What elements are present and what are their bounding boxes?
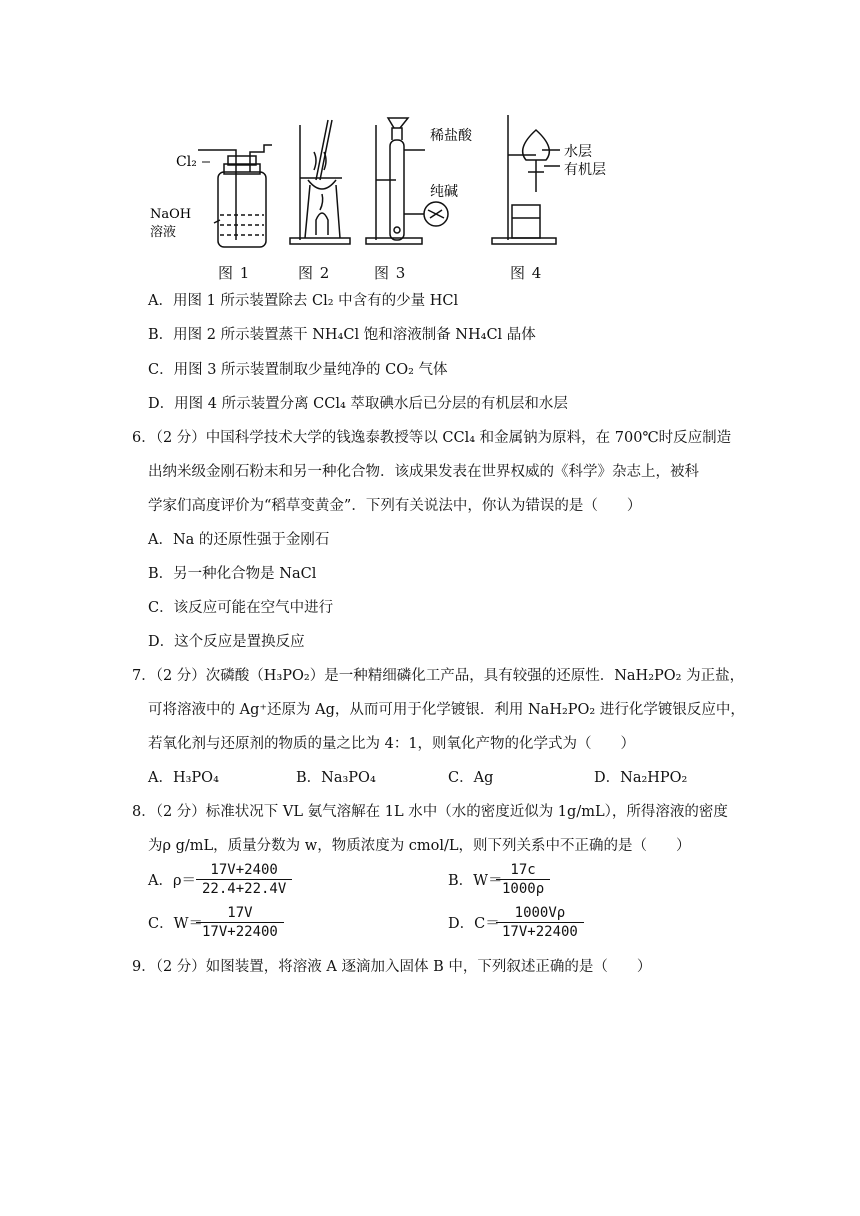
naoh-label: NaOH	[150, 207, 192, 222]
q5-option-b: B．用图 2 所示装置蒸干 NH₄Cl 饱和溶液制备 NH₄Cl 晶体	[148, 327, 536, 343]
q7-stem-line2: 可将溶液中的 Ag⁺还原为 Ag，从而可用于化学镀银．利用 NaH₂PO₂ 进行化学镀银反应中，	[148, 702, 745, 718]
q7-stem-line1: 7．（2 分）次磷酸（H₃PO₂）是一种精细磷化工产品，具有较强的还原性．NaH₂PO₂ 为正盐，	[132, 668, 745, 684]
q5-option-a: A．用图 1 所示装置除去 Cl₂ 中含有的少量 HCl	[148, 293, 459, 309]
q6-option-c: C．该反应可能在空气中进行	[148, 600, 334, 616]
q5-option-c: C．用图 3 所示装置制取少量纯净的 CO₂ 气体	[148, 362, 448, 378]
q8-option-b-label: B．W＝	[448, 873, 503, 889]
q7-option-c: C．Ag	[448, 770, 494, 786]
q8-option-a-denominator: 22.4+22.4V	[202, 881, 287, 897]
fig2-evaporation	[290, 120, 350, 244]
fig4-caption: 图 4	[510, 264, 543, 282]
organic-layer-label: 有机层	[564, 162, 606, 178]
q7-option-b: B．Na₃PO₄	[296, 770, 376, 786]
apparatus-figures	[140, 110, 640, 285]
water-layer-label: 水层	[564, 144, 592, 160]
dilute-hcl-label: 稀盐酸	[430, 128, 472, 144]
q8-stem-line1: 8．（2 分）标准状况下 VL 氨气溶解在 1L 水中（水的密度近似为 1g/mL），所得溶液的密度	[132, 804, 728, 820]
q8-option-b-fraction	[496, 861, 550, 898]
fig3-caption: 图 3	[374, 264, 407, 282]
fig4-separation	[492, 115, 560, 244]
q8-option-a-numerator: 17V+2400	[196, 861, 292, 880]
q8-option-a-label: A．ρ＝	[148, 873, 196, 889]
q8-option-c-fraction	[196, 904, 284, 941]
q8-option-d-fraction	[496, 904, 584, 941]
apparatus-drawing	[140, 110, 640, 260]
q6-stem-line1: 6．（2 分）中国科学技术大学的钱逸泰教授等以 CCl₄ 和金属钠为原料，在 700℃时反应制造	[132, 430, 732, 446]
q6-option-a: A．Na 的还原性强于金刚石	[148, 532, 330, 548]
cl2-label: Cl₂	[176, 154, 197, 170]
q7-option-d: D．Na₂HPO₂	[594, 770, 688, 786]
q6-option-d: D．这个反应是置换反应	[148, 634, 305, 650]
q8-stem-line2: 为ρ g/mL，质量分数为 w，物质浓度为 cmol/L，则下列关系中不正确的是（ ）	[148, 838, 691, 854]
fig1-wash-bottle	[198, 145, 272, 247]
q8-option-d-numerator: 1000Vρ	[496, 904, 584, 923]
q9-stem-line1: 9．（2 分）如图装置，将溶液 A 逐滴加入固体 B 中，下列叙述正确的是（ ）	[132, 959, 652, 975]
q6-stem-line2: 出纳米级金刚石粉末和另一种化合物．该成果发表在世界权威的《科学》杂志上，被科	[148, 464, 699, 480]
q8-option-a-fraction	[196, 861, 292, 898]
q8-option-b-denominator: 1000ρ	[502, 881, 545, 897]
soda-label: 纯碱	[430, 184, 458, 200]
solution-label: 溶液	[150, 225, 177, 240]
fig1-caption: 图 1	[218, 264, 251, 282]
q5-option-d: D．用图 4 所示装置分离 CCl₄ 萃取碘水后已分层的有机层和水层	[148, 396, 568, 412]
q8-option-c-label: C．W＝	[148, 916, 203, 932]
q8-option-d-label: D．C＝	[448, 916, 500, 932]
q8-option-b-numerator: 17c	[496, 861, 550, 880]
q6-option-b: B．另一种化合物是 NaCl	[148, 566, 317, 582]
q7-option-a: A．H₃PO₄	[148, 770, 219, 786]
q6-stem-line3: 学家们高度评价为“稻草变黄金”．下列有关说法中，你认为错误的是（ ）	[148, 498, 642, 514]
q8-option-c-denominator: 17V+22400	[202, 924, 278, 940]
q8-option-c-numerator: 17V	[196, 904, 284, 923]
q8-option-d-denominator: 17V+22400	[502, 924, 578, 940]
q7-stem-line3: 若氧化剂与还原剂的物质的量之比为 4：1，则氧化产物的化学式为（ ）	[148, 736, 636, 752]
fig2-caption: 图 2	[298, 264, 331, 282]
